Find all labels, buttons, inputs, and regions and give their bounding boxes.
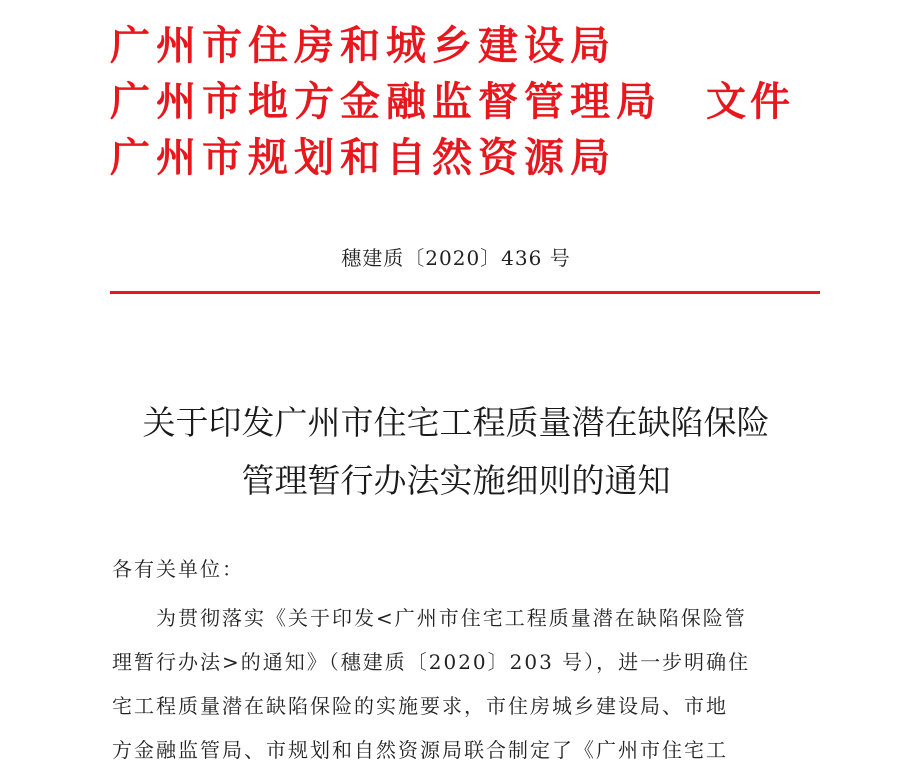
issuer-name-housing: 广州市住房和城乡建设局 — [110, 22, 616, 69]
body-line: 方金融监管局、市规划和自然资源局联合制定了《广州市住宅工 — [112, 738, 728, 762]
issuer-name-finance: 广州市地方金融监督管理局 — [110, 78, 662, 125]
red-separator-line — [110, 291, 820, 294]
body-line: 宅工程质量潜在缺陷保险的实施要求，市住房城乡建设局、市地 — [112, 694, 728, 718]
issuer-row — [110, 20, 870, 76]
salutation: 各有关单位： — [112, 557, 244, 581]
title-line: 管理暂行办法实施细则的通知 — [241, 461, 671, 500]
title-line: 关于印发广州市住宅工程质量潜在缺陷保险 — [142, 403, 770, 442]
issuer-row — [110, 132, 870, 188]
issuing-authorities — [110, 20, 870, 188]
file-label: 文件 — [706, 78, 794, 125]
body-paragraph — [112, 596, 802, 772]
issuer-row — [110, 76, 870, 132]
body-line: 为贯彻落实《关于印发<广州市住宅工程质量潜在缺陷保险管 — [156, 606, 747, 630]
body-line: 理暂行办法>的通知》（穗建质〔2020〕203 号），进一步明确住 — [112, 650, 751, 674]
notice-title — [0, 394, 912, 510]
document-number: 穗建质〔2020〕436 号 — [341, 246, 571, 270]
issuer-name-planning: 广州市规划和自然资源局 — [110, 134, 616, 181]
